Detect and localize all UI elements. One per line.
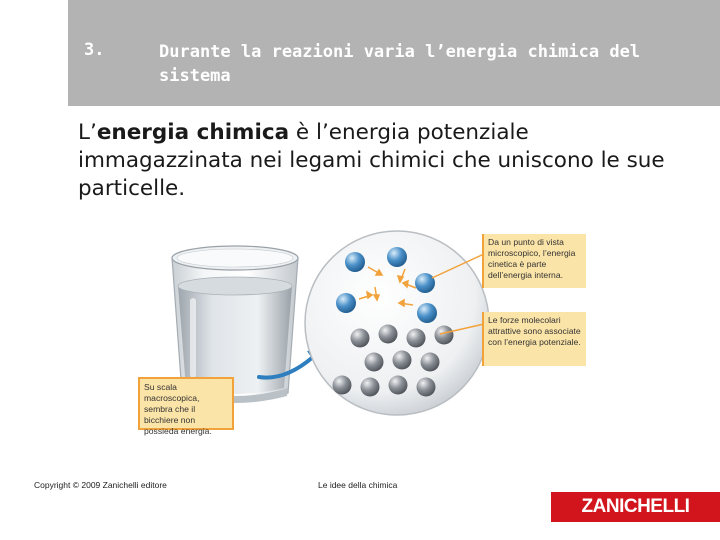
highlighted-term: energia chimica [96, 120, 290, 145]
caption-connectors [430, 250, 486, 340]
caption-macroscopic: Su scala macroscopica, sembra che il bicchiere non possieda energia. [138, 377, 234, 430]
text-before: L’ [78, 120, 97, 145]
copyright-notice: Copyright © 2009 Zanichelli editore [34, 480, 167, 490]
publisher-logo: ZANICHELLI [551, 492, 720, 522]
caption-kinetic-energy: Da un punto di vista microscopico, l’energia cinetica è parte dell’energia interna. [482, 234, 586, 288]
definition-paragraph [78, 119, 698, 203]
book-title: Le idee della chimica [318, 480, 398, 490]
text-after: è l’energia potenziale immagazzinata nei legami chimici che uniscono le sue particelle. [78, 120, 665, 201]
caption-molecular-forces: Le forze molecolari attrattive sono associate con l’energia potenziale. [482, 312, 586, 366]
section-title: Durante la reazioni varia l’energia chimica del sistema [159, 42, 641, 86]
section-number: 3. [84, 40, 105, 60]
